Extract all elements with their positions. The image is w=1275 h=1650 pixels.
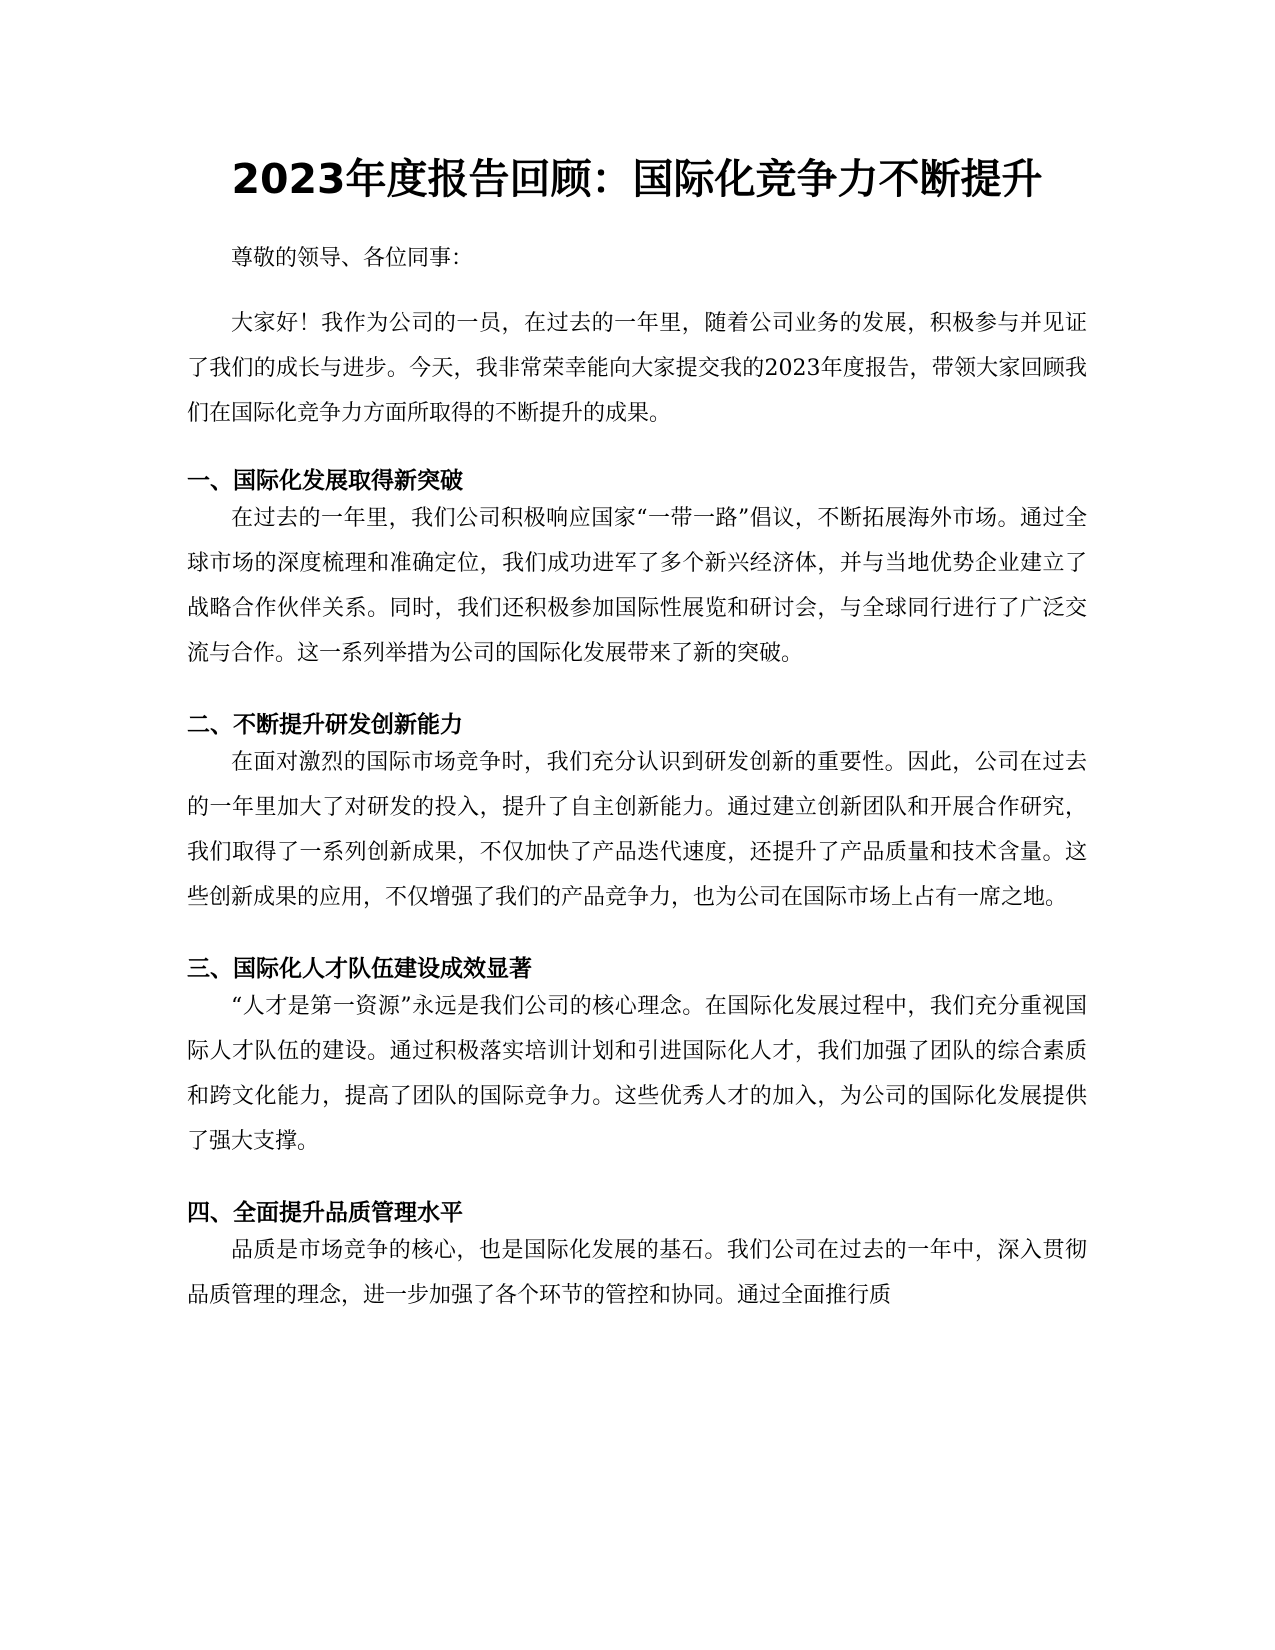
section-body-4: 品质是市场竞争的核心，也是国际化发展的基石。我们公司在过去的一年中，深入贯彻品质管理的理念，进一步加强了各个环节的管控和协同。通过全面推行质 (187, 1238, 1087, 1308)
intro-paragraph: 大家好！我作为公司的一员，在过去的一年里，随着公司业务的发展，积极参与并见证了我们的成长与进步。今天，我非常荣幸能向大家提交我的2023年度报告，带领大家回顾我们在国际化竞争力方面所取得的不断提升的成果。 (187, 311, 1087, 426)
section-body-2: 在面对激烈的国际市场竞争时，我们充分认识到研发创新的重要性。因此，公司在过去的一年里加大了对研发的投入，提升了自主创新能力。通过建立创新团队和开展合作研究，我们取得了一系列创新成果，不仅加快了产品迭代速度，还提升了产品质量和技术含量。这些创新成果的应用，不仅增强了我们的产品竞争力，也为公司在国际市场上占有一席之地。 (187, 750, 1087, 910)
section-body-1: 在过去的一年里，我们公司积极响应国家“一带一路”倡议，不断拓展海外市场。通过全球市场的深度梳理和准确定位，我们成功进军了多个新兴经济体，并与当地优势企业建立了战略合作伙伴关系。同时，我们还积极参加国际性展览和研讨会，与全球同行进行了广泛交流与合作。这一系列举措为公司的国际化发展带来了新的突破。 (187, 506, 1087, 666)
section-heading-3: 三、国际化人才队伍建设成效显著 (187, 956, 532, 982)
section-heading-2: 二、不断提升研发创新能力 (187, 712, 463, 738)
section-heading-4: 四、全面提升品质管理水平 (187, 1200, 463, 1226)
section-body-3: “人才是第一资源”永远是我们公司的核心理念。在国际化发展过程中，我们充分重视国际人才队伍的建设。通过积极落实培训计划和引进国际化人才，我们加强了团队的综合素质和跨文化能力，提高了团队的国际竞争力。这些优秀人才的加入，为公司的国际化发展提供了强大支撑。 (187, 994, 1087, 1154)
document-content (187, 150, 1087, 1318)
salutation: 尊敬的领导、各位同事： (231, 246, 474, 271)
section-heading-1: 一、国际化发展取得新突破 (187, 468, 463, 494)
document-title: 2023年度报告回顾：国际化竞争力不断提升 (231, 155, 1043, 203)
